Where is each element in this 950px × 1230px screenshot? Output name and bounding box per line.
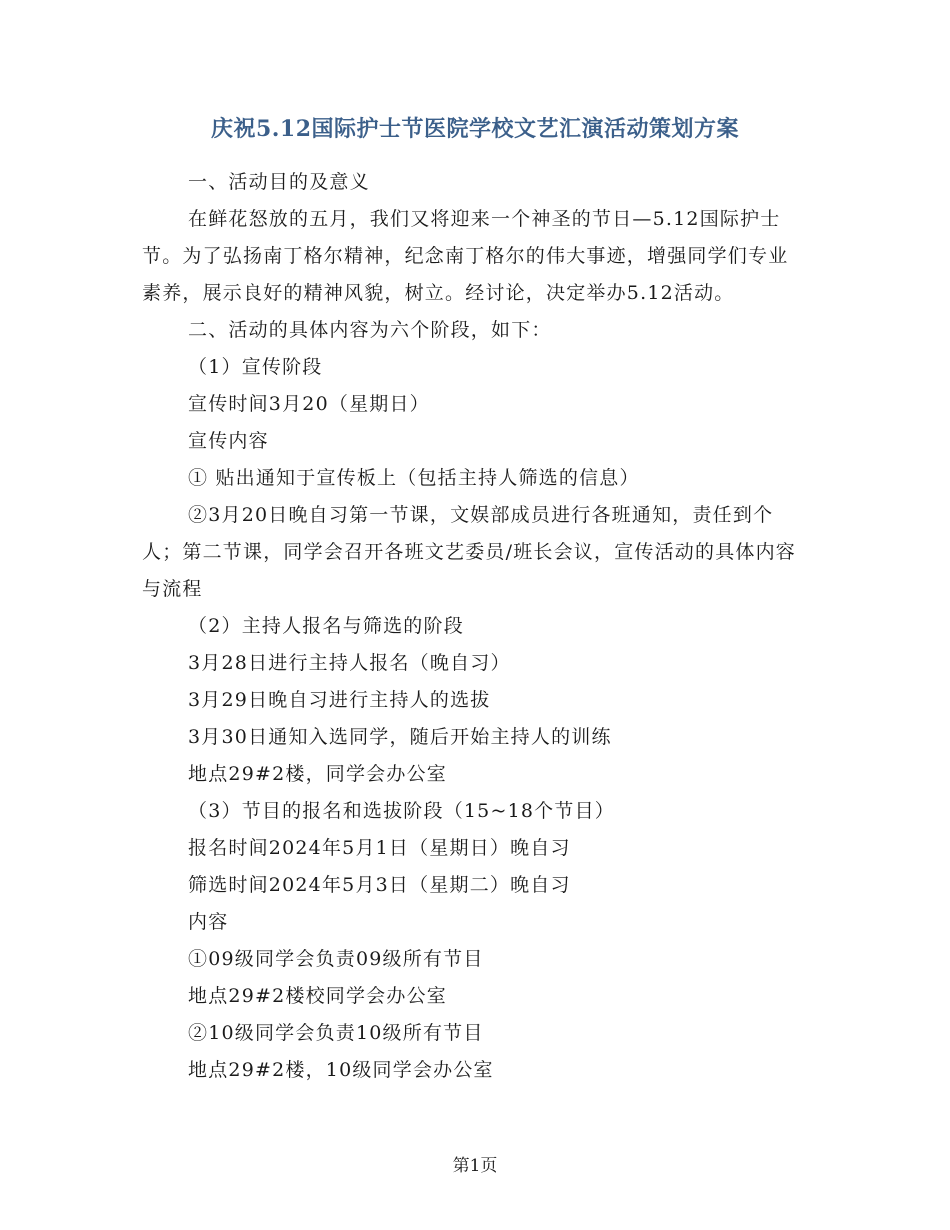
paragraph-program-location-09: 地点29#2楼校同学会办公室 [188, 985, 447, 1007]
paragraph-program-item-10: ②10级同学会负责10级所有节目 [188, 1022, 484, 1044]
document-title: 庆祝5.12国际护士节医院学校文艺汇演活动策划方案 [210, 116, 740, 142]
section-heading-content: 二、活动的具体内容为六个阶段，如下： [188, 319, 552, 341]
paragraph-program-location-10: 地点29#2楼，10级同学会办公室 [188, 1059, 494, 1081]
paragraph-program-registration-time: 报名时间2024年5月1日（星期日）晚自习 [188, 837, 571, 859]
paragraph-host-selection: 3月29日晚自习进行主持人的选拔 [188, 689, 491, 711]
stage-heading-host-selection: （2）主持人报名与筛选的阶段 [188, 615, 464, 637]
paragraph-publicity-content-label: 宣传内容 [188, 430, 269, 452]
paragraph-publicity-item-2: ②3月20日晚自习第一节课，文娱部成员进行各班通知，责任到个人；第二节课，同学会召开各班文艺委员/班长会议，宣传活动的具体内容与流程 [142, 504, 797, 600]
paragraph-program-screening-time: 筛选时间2024年5月3日（星期二）晚自习 [188, 874, 571, 896]
paragraph-host-registration: 3月28日进行主持人报名（晚自习） [188, 652, 511, 674]
paragraph-host-training: 3月30日通知入选同学，随后开始主持人的训练 [188, 726, 612, 748]
document-body [142, 164, 808, 1089]
paragraph-program-content-label: 内容 [188, 911, 229, 933]
stage-heading-program-selection: （3）节目的报名和选拔阶段（15~18个节目） [188, 800, 615, 822]
paragraph-host-location: 地点29#2楼，同学会办公室 [188, 763, 447, 785]
paragraph-publicity-item-1: ① 贴出通知于宣传板上（包括主持人筛选的信息） [188, 467, 640, 489]
section-heading-purpose: 一、活动目的及意义 [188, 171, 370, 193]
paragraph-program-item-09: ①09级同学会负责09级所有节目 [188, 948, 484, 970]
paragraph-publicity-time: 宣传时间3月20（星期日） [188, 393, 430, 415]
stage-heading-publicity: （1）宣传阶段 [188, 356, 323, 378]
paragraph-purpose-text: 在鲜花怒放的五月，我们又将迎来一个神圣的节日—5.12国际护士节。为了弘扬南丁格尔精神，纪念南丁格尔的伟大事迹，增强同学们专业素养，展示良好的精神风貌，树立。经讨论，决定举办5.12活动。 [142, 208, 789, 304]
page-number: 第1页 [452, 1156, 498, 1176]
